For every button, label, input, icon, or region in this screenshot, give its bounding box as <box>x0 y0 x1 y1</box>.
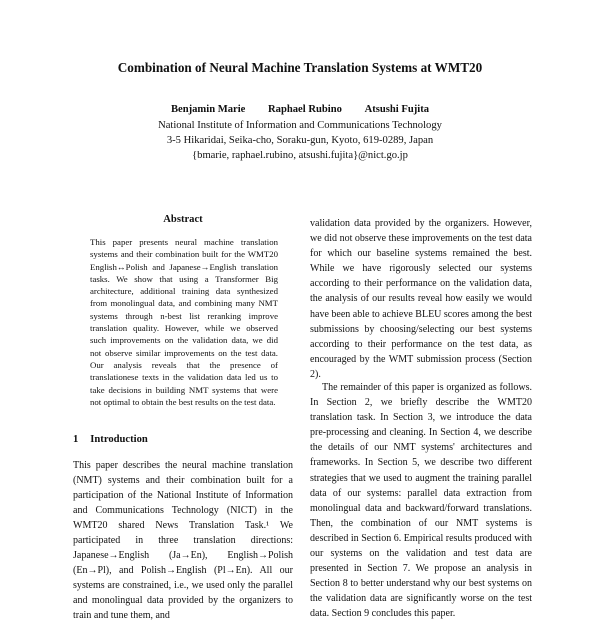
author-list <box>0 104 600 115</box>
section-title: Introduction <box>90 434 148 445</box>
right-column-paragraph-1: validation data provided by the organizers. However, we did not observe these improvements on the test data for which our baseline systems remained the best. While we have rigorously selected our systems according to their performance on the validation data, the analysis of our results reveal how easily we would have been able to achieve BLEU scores among the best submissions by choosing/selecting our best systems according to their performance on the test data, as encouraged by the WMT submission process (Section 2). <box>310 218 532 380</box>
introduction-text: This paper describes the neural machine translation (NMT) systems and their combination built for a participation of the National Institute of Information and Communications Technology (NICT) in the WMT20 shared News Translation Task.¹ We participated in three translation directions: Japanese→English (Ja→En), English→Polish (En→Pl), and Polish→English (Pl→En). All our systems are constrained, i.e., we used only the parallel and monolingual data provided by the organizers to train and tune them, and <box>73 460 293 621</box>
author-name: Benjamin Marie <box>170 104 246 115</box>
abstract-text: This paper presents neural machine translation systems and their combination built for the WMT20 English↔Polish and Japanese→English translation tasks. We show that using a Transformer Big architecture, additional training data synthesized from monolingual data, and combining many NMT systems through n-best list reranking improve translation quality. However, while we observed such improvements on the validation data, we did not observe similar improvements on the test data. Our analysis reveals that the presence of translationese texts in the validation data led us to take decisions in building NMT systems that were not optimal to obtain the best results on the test data. <box>90 237 278 407</box>
section-heading <box>73 434 148 445</box>
paper-title: Combination of Neural Machine Translation Systems at WMT20 <box>117 60 483 75</box>
author-name: Raphael Rubino <box>268 104 342 115</box>
section-number: 1 <box>73 434 79 445</box>
emails: {bmarie, raphael.rubino, atsushi.fujita}@nict.go.jp <box>192 150 408 161</box>
right-column-paragraph-2: The remainder of this paper is organized as follows. In Section 2, we briefly describe the WMT20 translation task. In Section 3, we introduce the data pre-processing and cleaning. In Section 4, we describe the details of our NMT systems' architectures and frameworks. In Section 5, we describe two different strategies that we used to augment the training parallel data of our systems: parallel data extraction from monolingual data and backward/forward translations. Then, the combination of our NMT systems is described in Section 6. Empirical results produced with our systems on the validation and test data are presented in Section 7. We propose an analysis in Section 8 to better understand why our best systems on the validation data are significantly worse on the test data. Section 9 concludes this paper. <box>310 382 532 620</box>
abstract-heading: Abstract <box>163 214 203 225</box>
affiliation: National Institute of Information and Communications Technology <box>158 120 442 131</box>
address: 3-5 Hikaridai, Seika-cho, Soraku-gun, Kyoto, 619-0289, Japan <box>166 135 434 146</box>
author-name: Atsushi Fujita <box>364 104 430 115</box>
